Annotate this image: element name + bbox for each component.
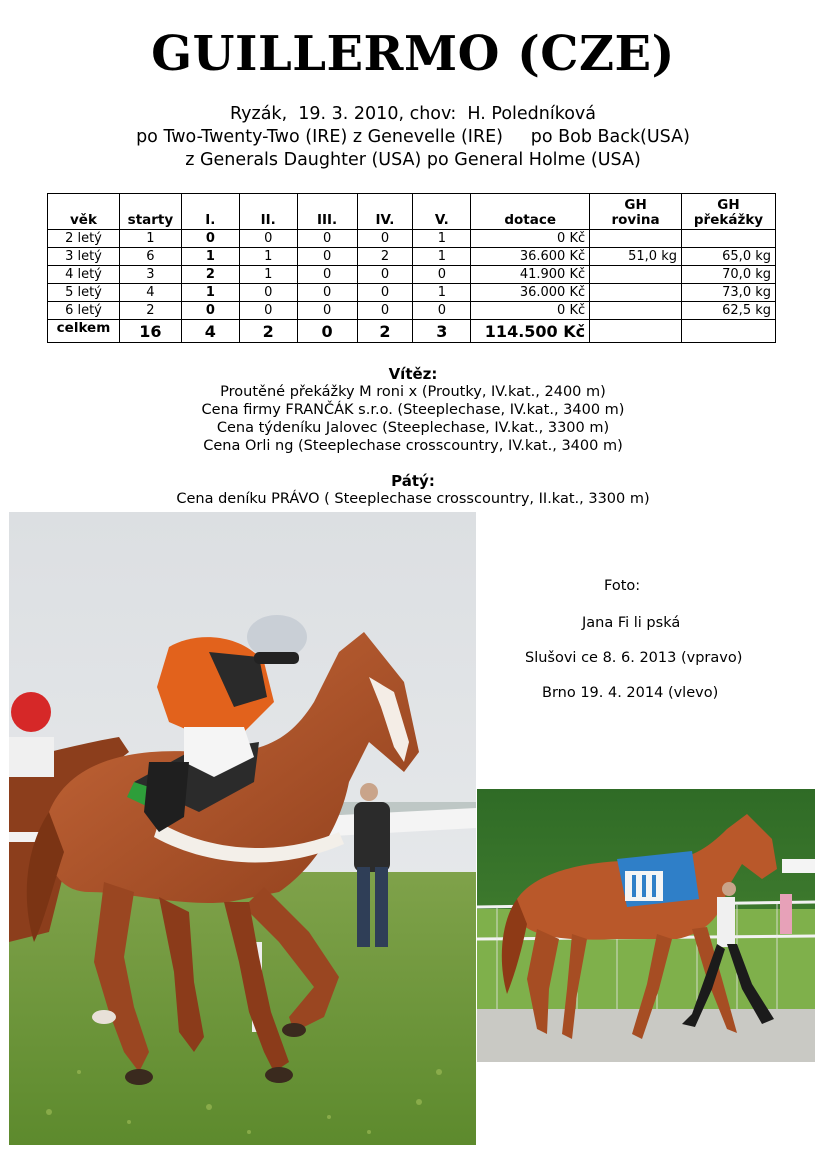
table-cell: 4 letý [48,266,120,284]
credits-photographer: Jana Fi li pská [582,615,681,631]
credits-label: Foto: [604,578,641,594]
table-row [48,248,776,266]
fifth-race-1: Cena deníku PRÁVO ( Steeplechase crosscountry, II.kat., 3300 m) [176,491,650,507]
table-cell: 0 [297,302,357,320]
table-cell: 65,0 kg [681,248,775,266]
table-cell: 0 [413,302,471,320]
table-cell: 0 [181,302,239,320]
table-cell: celkem [48,320,120,343]
table-total-row [48,320,776,343]
table-cell: 0 [297,266,357,284]
table-cell [681,320,775,343]
table-cell [681,230,775,248]
table-cell: 0 [413,266,471,284]
paddock-photo [477,789,815,1062]
table-cell [590,230,682,248]
table-cell: 2 letý [48,230,120,248]
table-cell: 2 [357,320,413,343]
table-cell: 1 [181,248,239,266]
header-second: II. [239,194,297,230]
table-cell: 16 [119,320,181,343]
header-fifth: V. [413,194,471,230]
table-cell: 62,5 kg [681,302,775,320]
table-cell: 3 letý [48,248,120,266]
winner-race-4: Cena Orli ng (Steeplechase crosscountry, IV.kat., 3400 m) [203,438,623,454]
table-cell [590,266,682,284]
table-cell: 0 [181,230,239,248]
table-cell: 6 [119,248,181,266]
table-cell: 1 [413,230,471,248]
table-cell [590,320,682,343]
table-cell: 36.600 Kč [471,248,590,266]
table-cell: 3 [413,320,471,343]
table-cell: 0 [357,266,413,284]
table-cell: 114.500 Kč [471,320,590,343]
table-cell: 2 [119,302,181,320]
table-row [48,302,776,320]
table-cell: 6 letý [48,302,120,320]
table-cell: 1 [413,284,471,302]
table-cell: 1 [239,248,297,266]
table-cell: 0 [297,248,357,266]
table-cell [590,284,682,302]
table-row [48,266,776,284]
table-cell: 0 [297,320,357,343]
table-cell: 3 [119,266,181,284]
table-row [48,284,776,302]
pedigree-block [0,103,826,172]
table-cell: 2 [181,266,239,284]
fifth-place-section [0,472,826,508]
race-statistics-table [47,193,776,343]
table-cell: 1 [413,248,471,266]
table-cell: 70,0 kg [681,266,775,284]
table-cell: 0 [239,230,297,248]
pedigree-line-3: z Generals Daughter (USA) po General Holme (USA) [185,150,641,170]
table-cell: 1 [239,266,297,284]
credits-photo-2: Brno 19. 4. 2014 (vlevo) [542,685,719,701]
header-first: I. [181,194,239,230]
race-photo [9,512,476,1145]
pedigree-line-1: Ryzák, 19. 3. 2010, chov: H. Poledníková [229,104,597,124]
table-cell: 0 [357,230,413,248]
header-dotace: dotace [471,194,590,230]
fifth-heading: Pátý: [391,472,435,490]
winner-heading: Vítěz: [388,365,438,383]
table-cell: 5 letý [48,284,120,302]
table-cell: 0 [357,302,413,320]
credits-photo-1: Slušovi ce 8. 6. 2013 (vpravo) [525,650,743,666]
table-cell: 1 [119,230,181,248]
table-cell: 0 [297,284,357,302]
header-vek: věk [48,194,120,230]
table-cell: 2 [357,248,413,266]
table-row [48,230,776,248]
header-starty: starty [119,194,181,230]
table-cell: 0 Kč [471,230,590,248]
header-fourth: IV. [357,194,413,230]
table-cell: 0 [239,302,297,320]
horse-name-title: GUILLERMO (CZE) [151,26,675,82]
winner-race-3: Cena týdeníku Jalovec (Steeplechase, IV.kat., 3300 m) [216,420,610,436]
header-gh-prekazky: GH překážky [681,194,775,230]
table-cell: 4 [119,284,181,302]
header-gh-rovina: GH rovina [590,194,682,230]
table-cell: 2 [239,320,297,343]
table-cell: 0 Kč [471,302,590,320]
table-cell: 36.000 Kč [471,284,590,302]
table-cell: 73,0 kg [681,284,775,302]
table-cell: 1 [181,284,239,302]
table-header-row [48,194,776,230]
table-cell: 51,0 kg [590,248,682,266]
table-cell: 41.900 Kč [471,266,590,284]
table-cell: 0 [239,284,297,302]
table-cell: 0 [357,284,413,302]
table-cell [590,302,682,320]
winner-race-2: Cena firmy FRANČÁK s.r.o. (Steeplechase, IV.kat., 3400 m) [201,402,625,418]
header-third: III. [297,194,357,230]
table-cell: 4 [181,320,239,343]
winner-section [0,365,826,455]
pedigree-line-2: po Two-Twenty-Two (IRE) z Genevelle (IRE) po Bob Back(USA) [136,127,690,147]
table-cell: 0 [297,230,357,248]
winner-race-1: Proutěné překážky M roni x (Proutky, IV.kat., 2400 m) [220,384,606,400]
